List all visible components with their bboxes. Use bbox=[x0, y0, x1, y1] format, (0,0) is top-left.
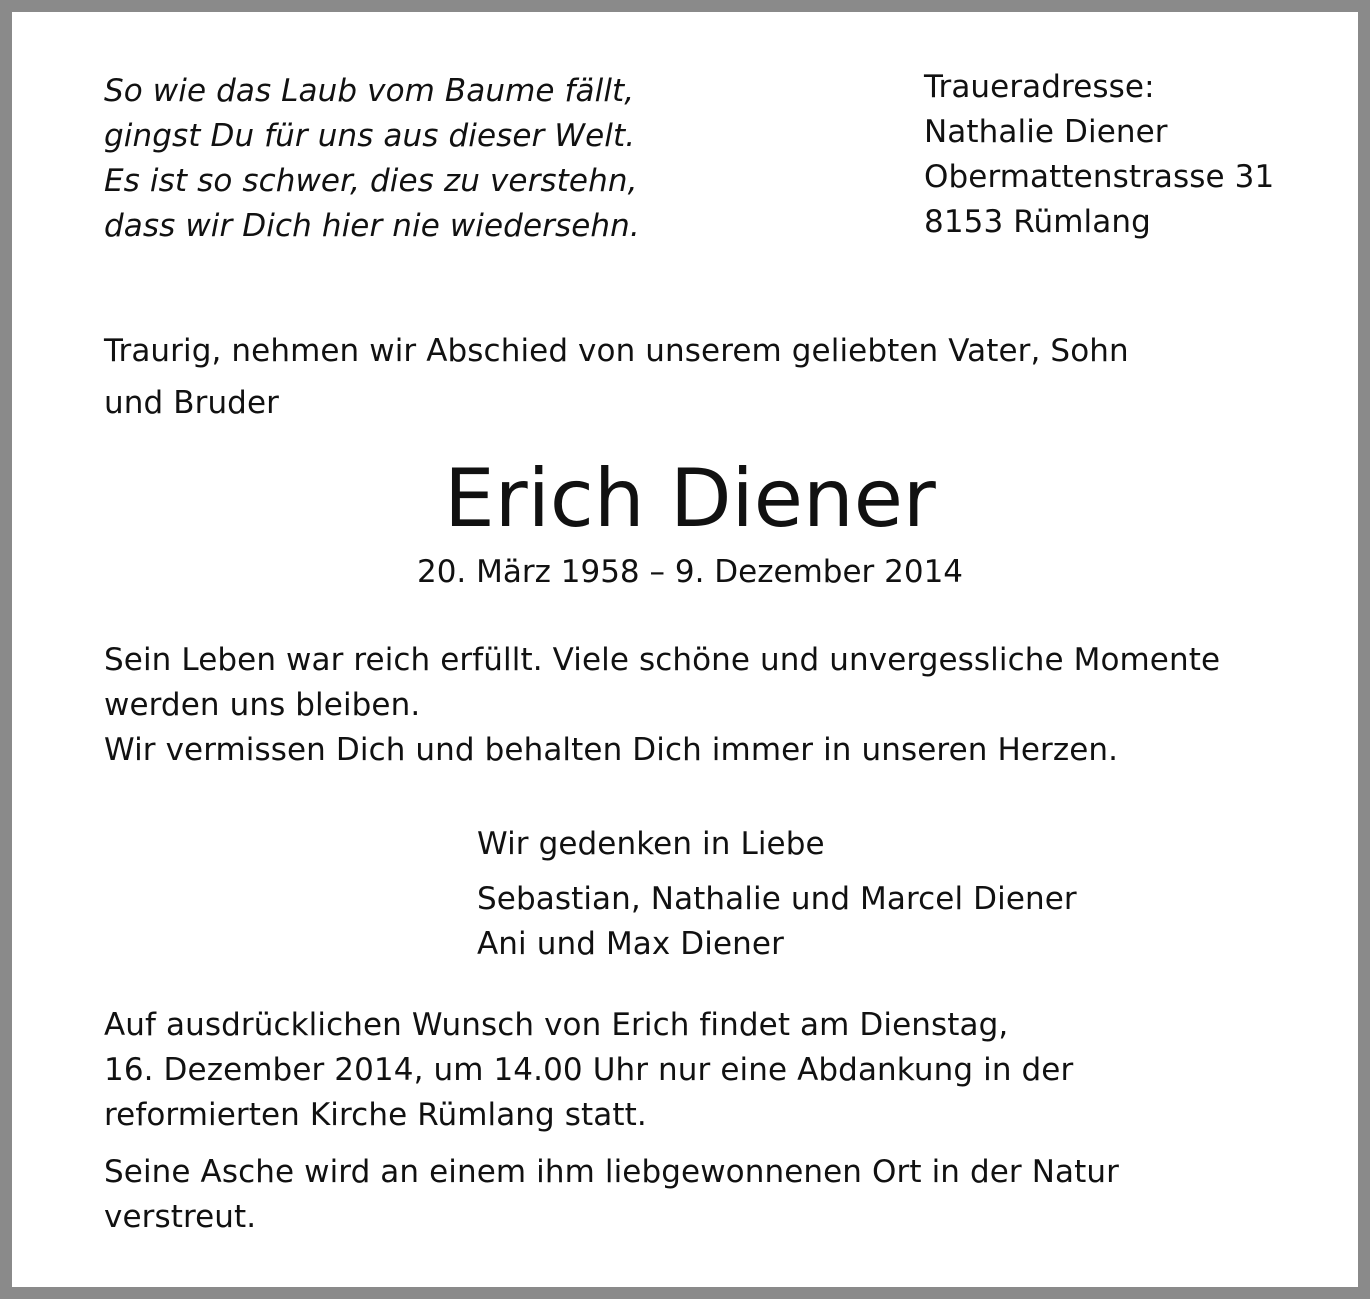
poem-line: gingst Du für uns aus dieser Welt. bbox=[104, 118, 636, 154]
service-info bbox=[104, 1003, 1073, 1138]
mourners-heading: Wir gedenken in Liebe bbox=[477, 826, 825, 862]
deceased-name: Erich Diener bbox=[444, 452, 936, 545]
address-name: Nathalie Diener bbox=[924, 114, 1168, 150]
address-city: 8153 Rümlang bbox=[924, 204, 1151, 240]
poem-line: Es ist so schwer, dies zu verstehn, bbox=[104, 163, 638, 199]
ashes-line: Seine Asche wird an einem ihm liebgewonnenen Ort in der Natur bbox=[104, 1154, 1119, 1190]
life-line: Wir vermissen Dich und behalten Dich immer in unseren Herzen. bbox=[104, 732, 1119, 768]
service-line: reformierten Kirche Rümlang statt. bbox=[104, 1097, 647, 1133]
ashes-line: verstreut. bbox=[104, 1199, 257, 1235]
service-line: Auf ausdrücklichen Wunsch von Erich findet am Dienstag, bbox=[104, 1007, 1009, 1043]
intro-text bbox=[104, 325, 1129, 429]
mourners-block bbox=[477, 822, 1077, 967]
life-text bbox=[104, 638, 1220, 773]
intro-line: und Bruder bbox=[104, 385, 279, 421]
life-dates: 20. März 1958 – 9. Dezember 2014 bbox=[416, 554, 964, 590]
ashes-info bbox=[104, 1150, 1119, 1240]
poem-line: dass wir Dich hier nie wiedersehn. bbox=[104, 208, 640, 244]
poem bbox=[104, 69, 640, 249]
mourner-name: Ani und Max Diener bbox=[477, 926, 784, 962]
poem-line: So wie das Laub vom Baume fällt, bbox=[104, 73, 635, 109]
obituary-notice bbox=[12, 12, 1358, 1287]
life-line: Sein Leben war reich erfüllt. Viele schöne und unvergessliche Momente bbox=[104, 642, 1221, 678]
service-line: 16. Dezember 2014, um 14.00 Uhr nur eine Abdankung in der bbox=[104, 1052, 1074, 1088]
intro-line: Traurig, nehmen wir Abschied von unserem geliebten Vater, Sohn bbox=[104, 333, 1129, 369]
life-line: werden uns bleiben. bbox=[104, 687, 421, 723]
mourning-address bbox=[924, 65, 1274, 245]
address-label: Traueradresse: bbox=[924, 69, 1155, 105]
mourner-name: Sebastian, Nathalie und Marcel Diener bbox=[477, 881, 1077, 917]
address-street: Obermattenstrasse 31 bbox=[924, 159, 1275, 195]
